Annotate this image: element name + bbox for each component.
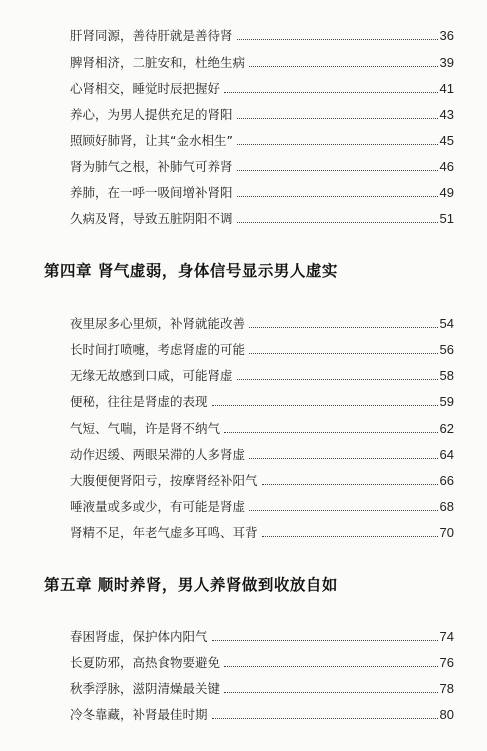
- toc-entry[interactable]: [70, 50, 454, 70]
- toc-entry[interactable]: [70, 676, 454, 696]
- toc-entry-page: 56: [439, 342, 454, 357]
- toc-entry[interactable]: [70, 154, 454, 174]
- leader-dots: [212, 405, 438, 406]
- toc-entry-page: 54: [439, 316, 454, 331]
- toc-entry-page: 59: [439, 394, 454, 409]
- toc-entry-title: 夜里尿多心里烦，补肾就能改善: [70, 316, 246, 331]
- toc-entry[interactable]: [70, 311, 454, 331]
- toc-entry-page: 68: [439, 499, 454, 514]
- toc-entry-page: 76: [439, 655, 454, 670]
- toc-entry-title: 秋季浮脉，滋阴清燥最关键: [70, 681, 221, 696]
- toc-entry[interactable]: [70, 494, 454, 514]
- toc-entry-page: 49: [439, 185, 454, 200]
- chapter-heading[interactable]: 第五章 顺时养肾，男人养肾做到收放自如: [44, 576, 338, 594]
- leader-dots: [237, 222, 438, 223]
- toc-entry-page: 64: [439, 447, 454, 462]
- toc-entry-title: 大腹便便肾阳亏，按摩肾经补阳气: [70, 473, 258, 488]
- toc-entry[interactable]: [70, 650, 454, 670]
- leader-dots: [224, 692, 438, 693]
- chapter-heading[interactable]: 第四章 肾气虚弱，身体信号显示男人虚实: [44, 262, 338, 280]
- toc-entry-title: 肾精不足，年老气虚多耳鸣、耳背: [70, 525, 258, 540]
- toc-entry-title: 照顾好肺肾，让其“金水相生”: [70, 133, 233, 148]
- toc-entry[interactable]: [70, 102, 454, 122]
- leader-dots: [212, 640, 438, 641]
- toc-entry-page: 58: [439, 368, 454, 383]
- leader-dots: [224, 432, 438, 433]
- toc-entry-title: 冷冬靠藏，补肾最佳时期: [70, 707, 208, 722]
- toc-entry-title: 脾肾相济，二脏安和，杜绝生病: [70, 55, 246, 70]
- toc-entry[interactable]: [70, 337, 454, 357]
- toc-entry-title: 肝肾同源，善待肝就是善待肾: [70, 28, 233, 43]
- toc-entry-page: 78: [439, 681, 454, 696]
- toc-entry[interactable]: [70, 468, 454, 488]
- leader-dots: [237, 196, 438, 197]
- leader-dots: [212, 718, 438, 719]
- toc-entry-page: 62: [439, 421, 454, 436]
- toc-entry[interactable]: [70, 702, 454, 722]
- toc-entry[interactable]: [70, 624, 454, 644]
- toc-entry-title: 动作迟缓、两眼呆滞的人多肾虚: [70, 447, 246, 462]
- toc-entry-title: 养心，为男人提供充足的肾阳: [70, 107, 233, 122]
- toc-entry-title: 心肾相交，睡觉时辰把握好: [70, 81, 221, 96]
- leader-dots: [237, 144, 438, 145]
- toc-entry-page: 51: [439, 211, 454, 226]
- toc-entry[interactable]: [70, 128, 454, 148]
- leader-dots: [249, 353, 438, 354]
- toc-entry-page: 70: [439, 525, 454, 540]
- leader-dots: [237, 39, 438, 40]
- toc-entry-title: 无缘无故感到口咸，可能肾虚: [70, 368, 233, 383]
- toc-entry-page: 46: [439, 159, 454, 174]
- toc-entry[interactable]: [70, 389, 454, 409]
- toc-entry-title: 肾为肺气之根，补肺气可养肾: [70, 159, 233, 174]
- leader-dots: [237, 118, 438, 119]
- toc-entry-title: 长时间打喷嚏，考虑肾虚的可能: [70, 342, 246, 357]
- toc-entry-title: 养肺，在一呼一吸间增补肾阳: [70, 185, 233, 200]
- leader-dots: [249, 327, 438, 328]
- leader-dots: [262, 484, 438, 485]
- toc-entry-page: 80: [439, 707, 454, 722]
- toc-entry[interactable]: [70, 180, 454, 200]
- leader-dots: [237, 170, 438, 171]
- toc-entry[interactable]: [70, 76, 454, 96]
- toc-entry-page: 66: [439, 473, 454, 488]
- toc-entry[interactable]: [70, 416, 454, 436]
- leader-dots: [249, 510, 438, 511]
- toc-entry-title: 久病及肾，导致五脏阴阳不调: [70, 211, 233, 226]
- leader-dots: [237, 379, 438, 380]
- toc-entry[interactable]: [70, 363, 454, 383]
- toc-entry[interactable]: [70, 520, 454, 540]
- toc-entry[interactable]: [70, 23, 454, 43]
- leader-dots: [262, 536, 438, 537]
- toc-entry-page: 41: [439, 81, 454, 96]
- toc-entry-page: 74: [439, 629, 454, 644]
- toc-entry-page: 43: [439, 107, 454, 122]
- toc-entry-title: 唾液量或多或少，有可能是肾虚: [70, 499, 246, 514]
- toc-entry-title: 便秘，往往是肾虚的表现: [70, 394, 208, 409]
- toc-entry-page: 39: [439, 55, 454, 70]
- toc-entry-title: 春困肾虚，保护体内阳气: [70, 629, 208, 644]
- toc-entry[interactable]: [70, 206, 454, 226]
- leader-dots: [249, 458, 438, 459]
- toc-entry-page: 45: [439, 133, 454, 148]
- toc-entry-title: 气短、气喘，许是肾不纳气: [70, 421, 221, 436]
- leader-dots: [249, 66, 438, 67]
- leader-dots: [224, 666, 438, 667]
- toc-entry-page: 36: [439, 28, 454, 43]
- toc-entry[interactable]: [70, 442, 454, 462]
- leader-dots: [224, 92, 438, 93]
- toc-entry-title: 长夏防邪，高热食物要避免: [70, 655, 221, 670]
